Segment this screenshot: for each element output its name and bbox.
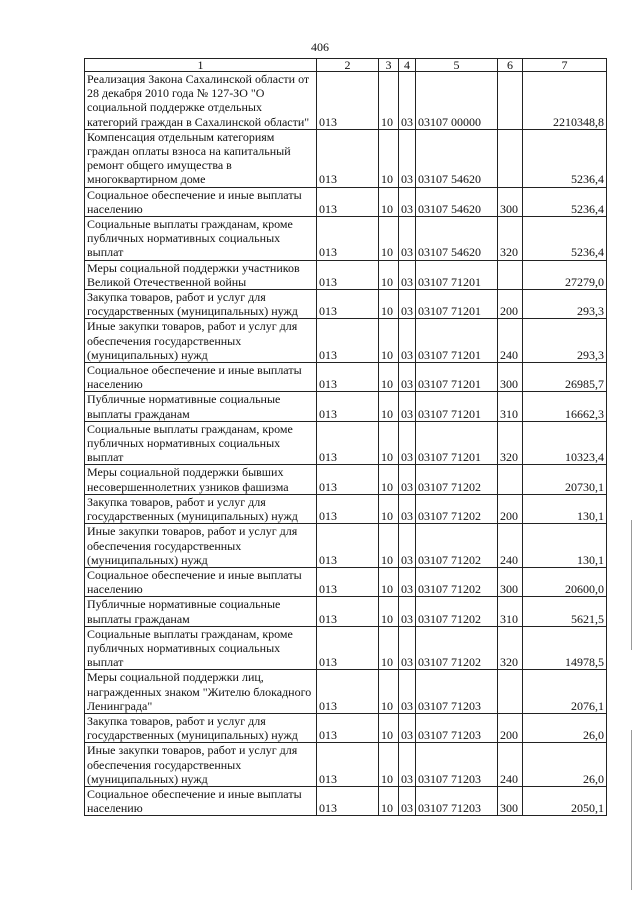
row-expense-type-cell: 300 bbox=[498, 786, 523, 815]
table-row bbox=[85, 465, 607, 494]
row-code-cell: 013 bbox=[317, 465, 379, 494]
table-row bbox=[85, 187, 607, 216]
row-name-cell: Социальное обеспечение и иные выплаты населению bbox=[85, 187, 317, 216]
row-sum-cell: 293,3 bbox=[523, 290, 607, 319]
row-expense-type-cell: 200 bbox=[498, 494, 523, 523]
row-target-article-cell: 03107 71202 bbox=[416, 524, 498, 568]
row-target-article-cell: 03107 71201 bbox=[416, 319, 498, 363]
row-code-cell: 013 bbox=[317, 494, 379, 523]
row-sum-cell: 5236,4 bbox=[523, 187, 607, 216]
row-section-cell: 10 bbox=[379, 713, 399, 742]
row-code-cell: 013 bbox=[317, 392, 379, 421]
row-target-article-cell: 03107 00000 bbox=[416, 72, 498, 130]
row-sum-cell: 20730,1 bbox=[523, 465, 607, 494]
table-row bbox=[85, 786, 607, 815]
page-number: 406 bbox=[311, 40, 329, 54]
row-name-cell: Социальные выплаты гражданам, кроме публичных нормативных социальных выплат bbox=[85, 626, 317, 670]
row-name-cell: Компенсация отдельным категориям граждан оплаты взноса на капитальный ремонт общего имущества в многоквартирном доме bbox=[85, 129, 317, 187]
table-row bbox=[85, 713, 607, 742]
row-subsection-cell: 03 bbox=[399, 626, 416, 670]
row-name-cell: Закупка товаров, работ и услуг для государственных (муниципальных) нужд bbox=[85, 290, 317, 319]
row-expense-type-cell bbox=[498, 465, 523, 494]
row-target-article-cell: 03107 71202 bbox=[416, 494, 498, 523]
row-subsection-cell: 03 bbox=[399, 260, 416, 289]
row-sum-cell: 2076,1 bbox=[523, 670, 607, 714]
row-name-cell: Публичные нормативные социальные выплаты гражданам bbox=[85, 392, 317, 421]
row-target-article-cell: 03107 71201 bbox=[416, 421, 498, 465]
table-row bbox=[85, 129, 607, 187]
row-target-article-cell: 03107 71203 bbox=[416, 670, 498, 714]
row-sum-cell: 26,0 bbox=[523, 713, 607, 742]
row-name-cell: Социальное обеспечение и иные выплаты населению bbox=[85, 786, 317, 815]
column-header: 2 bbox=[317, 59, 379, 72]
row-sum-cell: 5236,4 bbox=[523, 129, 607, 187]
row-name-cell: Социальные выплаты гражданам, кроме публичных нормативных социальных выплат bbox=[85, 421, 317, 465]
table-row bbox=[85, 743, 607, 787]
row-expense-type-cell: 200 bbox=[498, 713, 523, 742]
row-sum-cell: 16662,3 bbox=[523, 392, 607, 421]
row-section-cell: 10 bbox=[379, 567, 399, 596]
row-subsection-cell: 03 bbox=[399, 743, 416, 787]
row-sum-cell: 5621,5 bbox=[523, 597, 607, 626]
scan-artifact-line bbox=[631, 520, 632, 650]
row-expense-type-cell bbox=[498, 129, 523, 187]
table-row bbox=[85, 217, 607, 261]
row-expense-type-cell: 310 bbox=[498, 597, 523, 626]
row-section-cell: 10 bbox=[379, 465, 399, 494]
row-target-article-cell: 03107 71201 bbox=[416, 392, 498, 421]
row-code-cell: 013 bbox=[317, 260, 379, 289]
row-expense-type-cell: 300 bbox=[498, 187, 523, 216]
table-row bbox=[85, 597, 607, 626]
row-name-cell: Иные закупки товаров, работ и услуг для обеспечения государственных (муниципальных) нужд bbox=[85, 319, 317, 363]
table-row bbox=[85, 260, 607, 289]
row-code-cell: 013 bbox=[317, 713, 379, 742]
row-target-article-cell: 03107 54620 bbox=[416, 187, 498, 216]
row-code-cell: 013 bbox=[317, 626, 379, 670]
row-section-cell: 10 bbox=[379, 392, 399, 421]
row-subsection-cell: 03 bbox=[399, 494, 416, 523]
row-expense-type-cell: 300 bbox=[498, 567, 523, 596]
row-name-cell: Социальные выплаты гражданам, кроме публичных нормативных социальных выплат bbox=[85, 217, 317, 261]
row-section-cell: 10 bbox=[379, 363, 399, 392]
row-subsection-cell: 03 bbox=[399, 524, 416, 568]
row-sum-cell: 2050,1 bbox=[523, 786, 607, 815]
row-code-cell: 013 bbox=[317, 72, 379, 130]
row-section-cell: 10 bbox=[379, 129, 399, 187]
row-section-cell: 10 bbox=[379, 670, 399, 714]
row-target-article-cell: 03107 71202 bbox=[416, 567, 498, 596]
table-row bbox=[85, 319, 607, 363]
row-target-article-cell: 03107 54620 bbox=[416, 217, 498, 261]
row-subsection-cell: 03 bbox=[399, 290, 416, 319]
row-code-cell: 013 bbox=[317, 524, 379, 568]
row-sum-cell: 5236,4 bbox=[523, 217, 607, 261]
table-header-row bbox=[85, 59, 607, 72]
row-name-cell: Закупка товаров, работ и услуг для государственных (муниципальных) нужд bbox=[85, 713, 317, 742]
table-row bbox=[85, 421, 607, 465]
row-section-cell: 10 bbox=[379, 187, 399, 216]
row-subsection-cell: 03 bbox=[399, 670, 416, 714]
table-row bbox=[85, 363, 607, 392]
row-sum-cell: 14978,5 bbox=[523, 626, 607, 670]
row-section-cell: 10 bbox=[379, 597, 399, 626]
row-subsection-cell: 03 bbox=[399, 392, 416, 421]
row-sum-cell: 27279,0 bbox=[523, 260, 607, 289]
row-target-article-cell: 03107 54620 bbox=[416, 129, 498, 187]
row-sum-cell: 20600,0 bbox=[523, 567, 607, 596]
row-target-article-cell: 03107 71201 bbox=[416, 290, 498, 319]
row-name-cell: Публичные нормативные социальные выплаты гражданам bbox=[85, 597, 317, 626]
row-section-cell: 10 bbox=[379, 421, 399, 465]
row-section-cell: 10 bbox=[379, 290, 399, 319]
row-name-cell: Реализация Закона Сахалинской области от 28 декабря 2010 года № 127-ЗО "О социальной поддержке отдельных категорий граждан в Сахалинской области" bbox=[85, 72, 317, 130]
column-header: 3 bbox=[379, 59, 399, 72]
row-target-article-cell: 03107 71202 bbox=[416, 597, 498, 626]
row-name-cell: Меры социальной поддержки участников Великой Отечественной войны bbox=[85, 260, 317, 289]
row-target-article-cell: 03107 71203 bbox=[416, 743, 498, 787]
row-expense-type-cell: 240 bbox=[498, 743, 523, 787]
row-code-cell: 013 bbox=[317, 786, 379, 815]
row-code-cell: 013 bbox=[317, 290, 379, 319]
row-expense-type-cell: 320 bbox=[498, 626, 523, 670]
row-name-cell: Иные закупки товаров, работ и услуг для обеспечения государственных (муниципальных) нужд bbox=[85, 743, 317, 787]
row-subsection-cell: 03 bbox=[399, 421, 416, 465]
scan-artifact-line bbox=[631, 730, 632, 890]
row-expense-type-cell: 240 bbox=[498, 319, 523, 363]
row-section-cell: 10 bbox=[379, 217, 399, 261]
column-header: 5 bbox=[416, 59, 498, 72]
column-header: 7 bbox=[523, 59, 607, 72]
row-expense-type-cell: 300 bbox=[498, 363, 523, 392]
row-expense-type-cell: 320 bbox=[498, 217, 523, 261]
row-expense-type-cell bbox=[498, 670, 523, 714]
row-sum-cell: 26,0 bbox=[523, 743, 607, 787]
table-row bbox=[85, 72, 607, 130]
row-expense-type-cell: 320 bbox=[498, 421, 523, 465]
row-section-cell: 10 bbox=[379, 72, 399, 130]
row-subsection-cell: 03 bbox=[399, 363, 416, 392]
row-code-cell: 013 bbox=[317, 670, 379, 714]
row-sum-cell: 293,3 bbox=[523, 319, 607, 363]
table-row bbox=[85, 524, 607, 568]
row-name-cell: Меры социальной поддержки бывших несовершеннолетних узников фашизма bbox=[85, 465, 317, 494]
row-name-cell: Меры социальной поддержки лиц, награжденных знаком "Жителю блокадного Ленинграда" bbox=[85, 670, 317, 714]
table-row bbox=[85, 494, 607, 523]
table-row bbox=[85, 392, 607, 421]
row-target-article-cell: 03107 71203 bbox=[416, 786, 498, 815]
table-row bbox=[85, 670, 607, 714]
row-section-cell: 10 bbox=[379, 494, 399, 523]
row-code-cell: 013 bbox=[317, 217, 379, 261]
column-header: 6 bbox=[498, 59, 523, 72]
row-subsection-cell: 03 bbox=[399, 713, 416, 742]
table-row bbox=[85, 567, 607, 596]
row-code-cell: 013 bbox=[317, 743, 379, 787]
row-name-cell: Иные закупки товаров, работ и услуг для обеспечения государственных (муниципальных) нужд bbox=[85, 524, 317, 568]
row-target-article-cell: 03107 71202 bbox=[416, 465, 498, 494]
row-code-cell: 013 bbox=[317, 129, 379, 187]
column-header: 1 bbox=[85, 59, 317, 72]
row-code-cell: 013 bbox=[317, 421, 379, 465]
row-name-cell: Социальное обеспечение и иные выплаты населению bbox=[85, 363, 317, 392]
row-section-cell: 10 bbox=[379, 260, 399, 289]
row-section-cell: 10 bbox=[379, 524, 399, 568]
row-section-cell: 10 bbox=[379, 319, 399, 363]
row-target-article-cell: 03107 71201 bbox=[416, 363, 498, 392]
row-name-cell: Закупка товаров, работ и услуг для государственных (муниципальных) нужд bbox=[85, 494, 317, 523]
column-header: 4 bbox=[399, 59, 416, 72]
row-expense-type-cell: 310 bbox=[498, 392, 523, 421]
row-code-cell: 013 bbox=[317, 187, 379, 216]
row-sum-cell: 130,1 bbox=[523, 494, 607, 523]
row-code-cell: 013 bbox=[317, 319, 379, 363]
row-sum-cell: 130,1 bbox=[523, 524, 607, 568]
row-target-article-cell: 03107 71203 bbox=[416, 713, 498, 742]
row-target-article-cell: 03107 71202 bbox=[416, 626, 498, 670]
row-sum-cell: 10323,4 bbox=[523, 421, 607, 465]
table-row bbox=[85, 290, 607, 319]
row-subsection-cell: 03 bbox=[399, 465, 416, 494]
row-name-cell: Социальное обеспечение и иные выплаты населению bbox=[85, 567, 317, 596]
row-subsection-cell: 03 bbox=[399, 567, 416, 596]
row-section-cell: 10 bbox=[379, 786, 399, 815]
row-expense-type-cell: 240 bbox=[498, 524, 523, 568]
row-section-cell: 10 bbox=[379, 743, 399, 787]
row-code-cell: 013 bbox=[317, 597, 379, 626]
row-code-cell: 013 bbox=[317, 567, 379, 596]
row-section-cell: 10 bbox=[379, 626, 399, 670]
table-row bbox=[85, 626, 607, 670]
row-expense-type-cell: 200 bbox=[498, 290, 523, 319]
row-subsection-cell: 03 bbox=[399, 319, 416, 363]
row-code-cell: 013 bbox=[317, 363, 379, 392]
row-subsection-cell: 03 bbox=[399, 786, 416, 815]
row-subsection-cell: 03 bbox=[399, 217, 416, 261]
row-sum-cell: 2210348,8 bbox=[523, 72, 607, 130]
row-subsection-cell: 03 bbox=[399, 187, 416, 216]
row-subsection-cell: 03 bbox=[399, 72, 416, 130]
budget-table bbox=[84, 58, 607, 816]
row-subsection-cell: 03 bbox=[399, 597, 416, 626]
row-sum-cell: 26985,7 bbox=[523, 363, 607, 392]
row-expense-type-cell bbox=[498, 260, 523, 289]
row-subsection-cell: 03 bbox=[399, 129, 416, 187]
row-expense-type-cell bbox=[498, 72, 523, 130]
row-target-article-cell: 03107 71201 bbox=[416, 260, 498, 289]
